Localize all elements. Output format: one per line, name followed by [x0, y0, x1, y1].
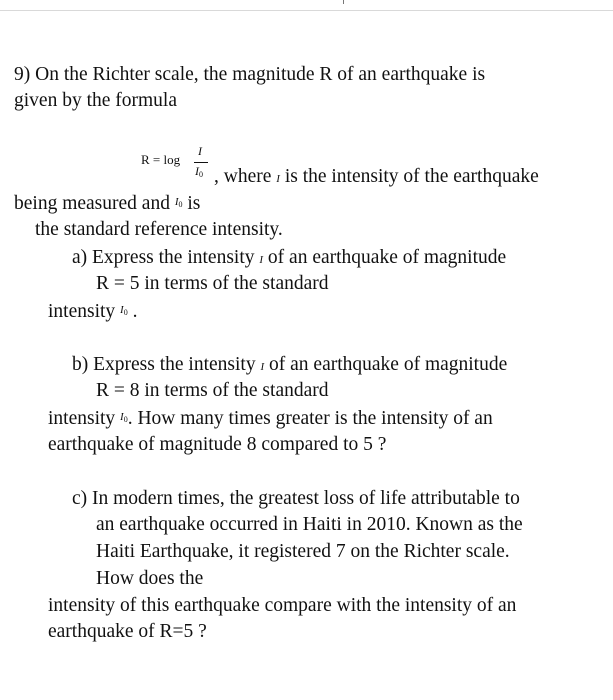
formula-denominator-var: I: [195, 164, 199, 178]
problem-line-4-rest: is: [187, 193, 201, 214]
formula-lhs: R = log: [141, 152, 181, 167]
part-b-line-2: R = 8 in terms of the standard: [96, 380, 329, 401]
top-tick-mark: [343, 0, 344, 4]
part-b-line-3-var-letter: I: [120, 411, 124, 423]
part-a-line-3: [48, 301, 137, 328]
part-b-line-3-post: . How many times greater is the intensity of an: [127, 408, 493, 429]
part-c-line-2: an earthquake occurred in Haiti in 2010. Known as the: [96, 514, 523, 535]
formula-numerator: I: [198, 144, 202, 158]
part-b-line-1-pre: b) Express the intensity: [72, 354, 256, 375]
formula-denominator: [195, 164, 203, 179]
top-divider: [0, 0, 613, 11]
part-b-line-4: earthquake of magnitude 8 compared to 5 ?: [48, 434, 387, 455]
problem-line-4-text: being measured and: [14, 193, 170, 214]
part-a-line-1-post: of an earthquake of magnitude: [267, 247, 507, 268]
part-c-line-5: intensity of this earthquake compare with the intensity of an: [48, 595, 517, 616]
formula-denominator-sub: 0: [199, 170, 203, 179]
part-b-line-3-var: [120, 411, 128, 423]
problem-line-4-var: [175, 196, 183, 208]
part-a-line-3-var: [120, 304, 128, 316]
part-b-line-1: [72, 354, 507, 378]
part-c-line-6: earthquake of R=5 ?: [48, 621, 207, 642]
part-b-line-3-pre: intensity: [48, 408, 116, 429]
part-b-line-3-var-sub: 0: [123, 415, 128, 424]
part-c-line-1: c) In modern times, the greatest loss of life attributable to: [72, 488, 520, 509]
part-a-line-3-post: .: [132, 301, 138, 322]
part-b-line-1-post: of an earthquake of magnitude: [269, 354, 508, 375]
problem-line-3-rest: is the intensity of the earthquake: [284, 166, 539, 187]
part-b-line-3: [48, 408, 493, 435]
problem-line-3: [214, 166, 539, 190]
part-a-line-2: R = 5 in terms of the standard: [96, 273, 329, 294]
problem-line-4-var-letter: I: [174, 196, 179, 208]
problem-line-4: [14, 193, 200, 220]
part-c-line-4: How does the: [96, 568, 204, 589]
richter-formula: [141, 143, 211, 183]
part-a-line-3-var-letter: I: [120, 304, 124, 316]
problem-line-5: the standard reference intensity.: [35, 219, 283, 240]
part-c-line-3: Haiti Earthquake, it registered 7 on the Richter scale.: [96, 541, 510, 562]
part-b-line-1-var: I: [260, 361, 265, 373]
problem-line-3-text: , where: [214, 166, 272, 187]
problem-line-4-var-sub: 0: [178, 200, 183, 209]
part-a-line-1: [72, 247, 506, 271]
part-a-line-1-pre: a) Express the intensity: [72, 247, 255, 268]
formula-fraction-bar: [194, 162, 208, 163]
part-a-line-3-pre: intensity: [48, 301, 116, 322]
part-a-line-1-var: I: [259, 254, 264, 266]
problem-line-1: 9) On the Richter scale, the magnitude R of an earthquake is: [14, 64, 486, 85]
problem-line-2: given by the formula: [14, 90, 177, 111]
problem-line-3-var: I: [276, 173, 280, 185]
part-a-line-3-var-sub: 0: [123, 308, 128, 317]
